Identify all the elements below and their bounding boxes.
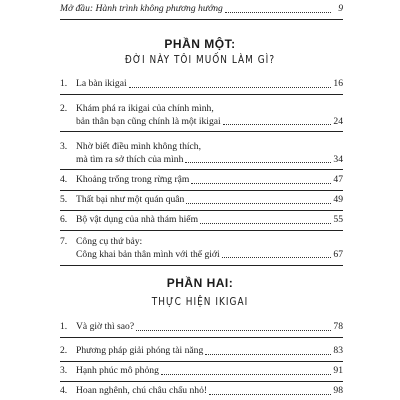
toc-entry-title: La bàn ikigai (76, 78, 127, 89)
part-one-title: PHẦN MỘT: (164, 37, 236, 51)
toc-entry-title-line: mà tìm ra sở thích của mình (76, 153, 184, 165)
separator-rule (60, 361, 343, 362)
dot-leader (161, 374, 331, 375)
separator-rule (60, 230, 343, 231)
toc-entry-number: 3. (60, 365, 68, 376)
toc-entry (60, 174, 343, 187)
toc-entry (60, 214, 343, 227)
separator-rule (60, 210, 343, 211)
toc-entry-title: Hoan nghênh, chú châu chấu nhỏ! (76, 385, 208, 396)
toc-entry-number: 1. (60, 78, 68, 89)
toc-entry-number: 2. (60, 103, 68, 114)
toc-entry-number: 4. (60, 174, 68, 185)
toc-entry-number: 4. (60, 385, 68, 396)
toc-page-number: 47 (333, 174, 343, 185)
toc-entry (60, 78, 343, 91)
toc-entry-title: Thất bại như một quán quân (76, 194, 185, 205)
toc-entry (60, 141, 343, 166)
toc-entry-number: 2. (60, 345, 68, 356)
toc-entry-number: 7. (60, 236, 68, 247)
toc-entry (60, 385, 343, 398)
toc-page-number: 24 (333, 115, 343, 127)
part-two-subtitle: THỰC HIỆN IKIGAI (151, 296, 249, 308)
toc-entry (60, 321, 343, 334)
toc-entry-number: 5. (60, 194, 68, 205)
toc-entry-number: 3. (60, 141, 68, 152)
toc-entry-title: Và giờ thì sao? (76, 321, 135, 332)
toc-page-number: 34 (333, 153, 343, 165)
dot-leader (186, 203, 331, 204)
part-one-subtitle: ĐỜI NÀY TÔI MUỐN LÀM GÌ? (124, 54, 276, 66)
toc-entry-title: Phương pháp giải phóng tài năng (76, 345, 204, 356)
separator-rule (60, 265, 343, 266)
toc-entry-title-line: Công khai bản thân mình với thế giới (76, 248, 220, 260)
dot-leader (205, 354, 331, 355)
dot-leader (209, 394, 331, 395)
toc-entry-title: Mở đầu: Hành trình không phương hướng (60, 3, 223, 14)
separator-rule (60, 169, 343, 170)
toc-entry-title-line: Nhờ biết điều mình không thích, (76, 141, 201, 152)
toc-entry-title: Hạnh phúc mô phỏng (76, 365, 159, 376)
toc-entry-title: Bộ vật dụng của nhà thám hiểm (76, 214, 199, 225)
toc-page-number: 55 (333, 214, 343, 225)
dot-leader (200, 223, 331, 224)
toc-page-number: 67 (333, 248, 343, 260)
part-two-title: PHẦN HAI: (166, 276, 234, 290)
dot-leader (222, 257, 331, 258)
dot-leader (223, 124, 331, 125)
separator-rule (60, 381, 343, 382)
toc-entry-number: 6. (60, 214, 68, 225)
separator-rule (60, 131, 343, 132)
toc-entry-number: 1. (60, 321, 68, 332)
toc-page-number: 83 (333, 345, 343, 356)
toc-entry (60, 236, 343, 261)
toc-entry-title-line: Khám phá ra ikigai của chính mình, (76, 103, 214, 114)
separator-rule (60, 337, 343, 338)
toc-page-number: 49 (333, 194, 343, 205)
toc-entry (60, 194, 343, 207)
toc-page-number: 78 (333, 321, 343, 332)
dot-leader (225, 12, 331, 13)
toc-page-number: 91 (333, 365, 343, 376)
dot-leader (129, 87, 331, 88)
toc-page-number: 98 (333, 385, 343, 396)
toc-entry-intro (60, 3, 343, 16)
toc-entry (60, 345, 343, 358)
separator-rule (60, 94, 343, 95)
toc-entry (60, 103, 343, 128)
toc-page-number: 16 (333, 78, 343, 89)
separator-rule (60, 190, 343, 191)
toc-entry (60, 365, 343, 378)
dot-leader (185, 162, 331, 163)
dot-leader (136, 330, 331, 331)
dot-leader (191, 183, 331, 184)
toc-entry-title-line: bản thân bạn cũng chính là một ikigai (76, 115, 221, 127)
separator-rule (60, 19, 343, 20)
toc-entry-title: Khoảng trống trong rừng rậm (76, 174, 190, 185)
toc-page-number: 9 (338, 3, 343, 14)
toc-entry-title-line: Công cụ thứ bảy: (76, 236, 143, 247)
